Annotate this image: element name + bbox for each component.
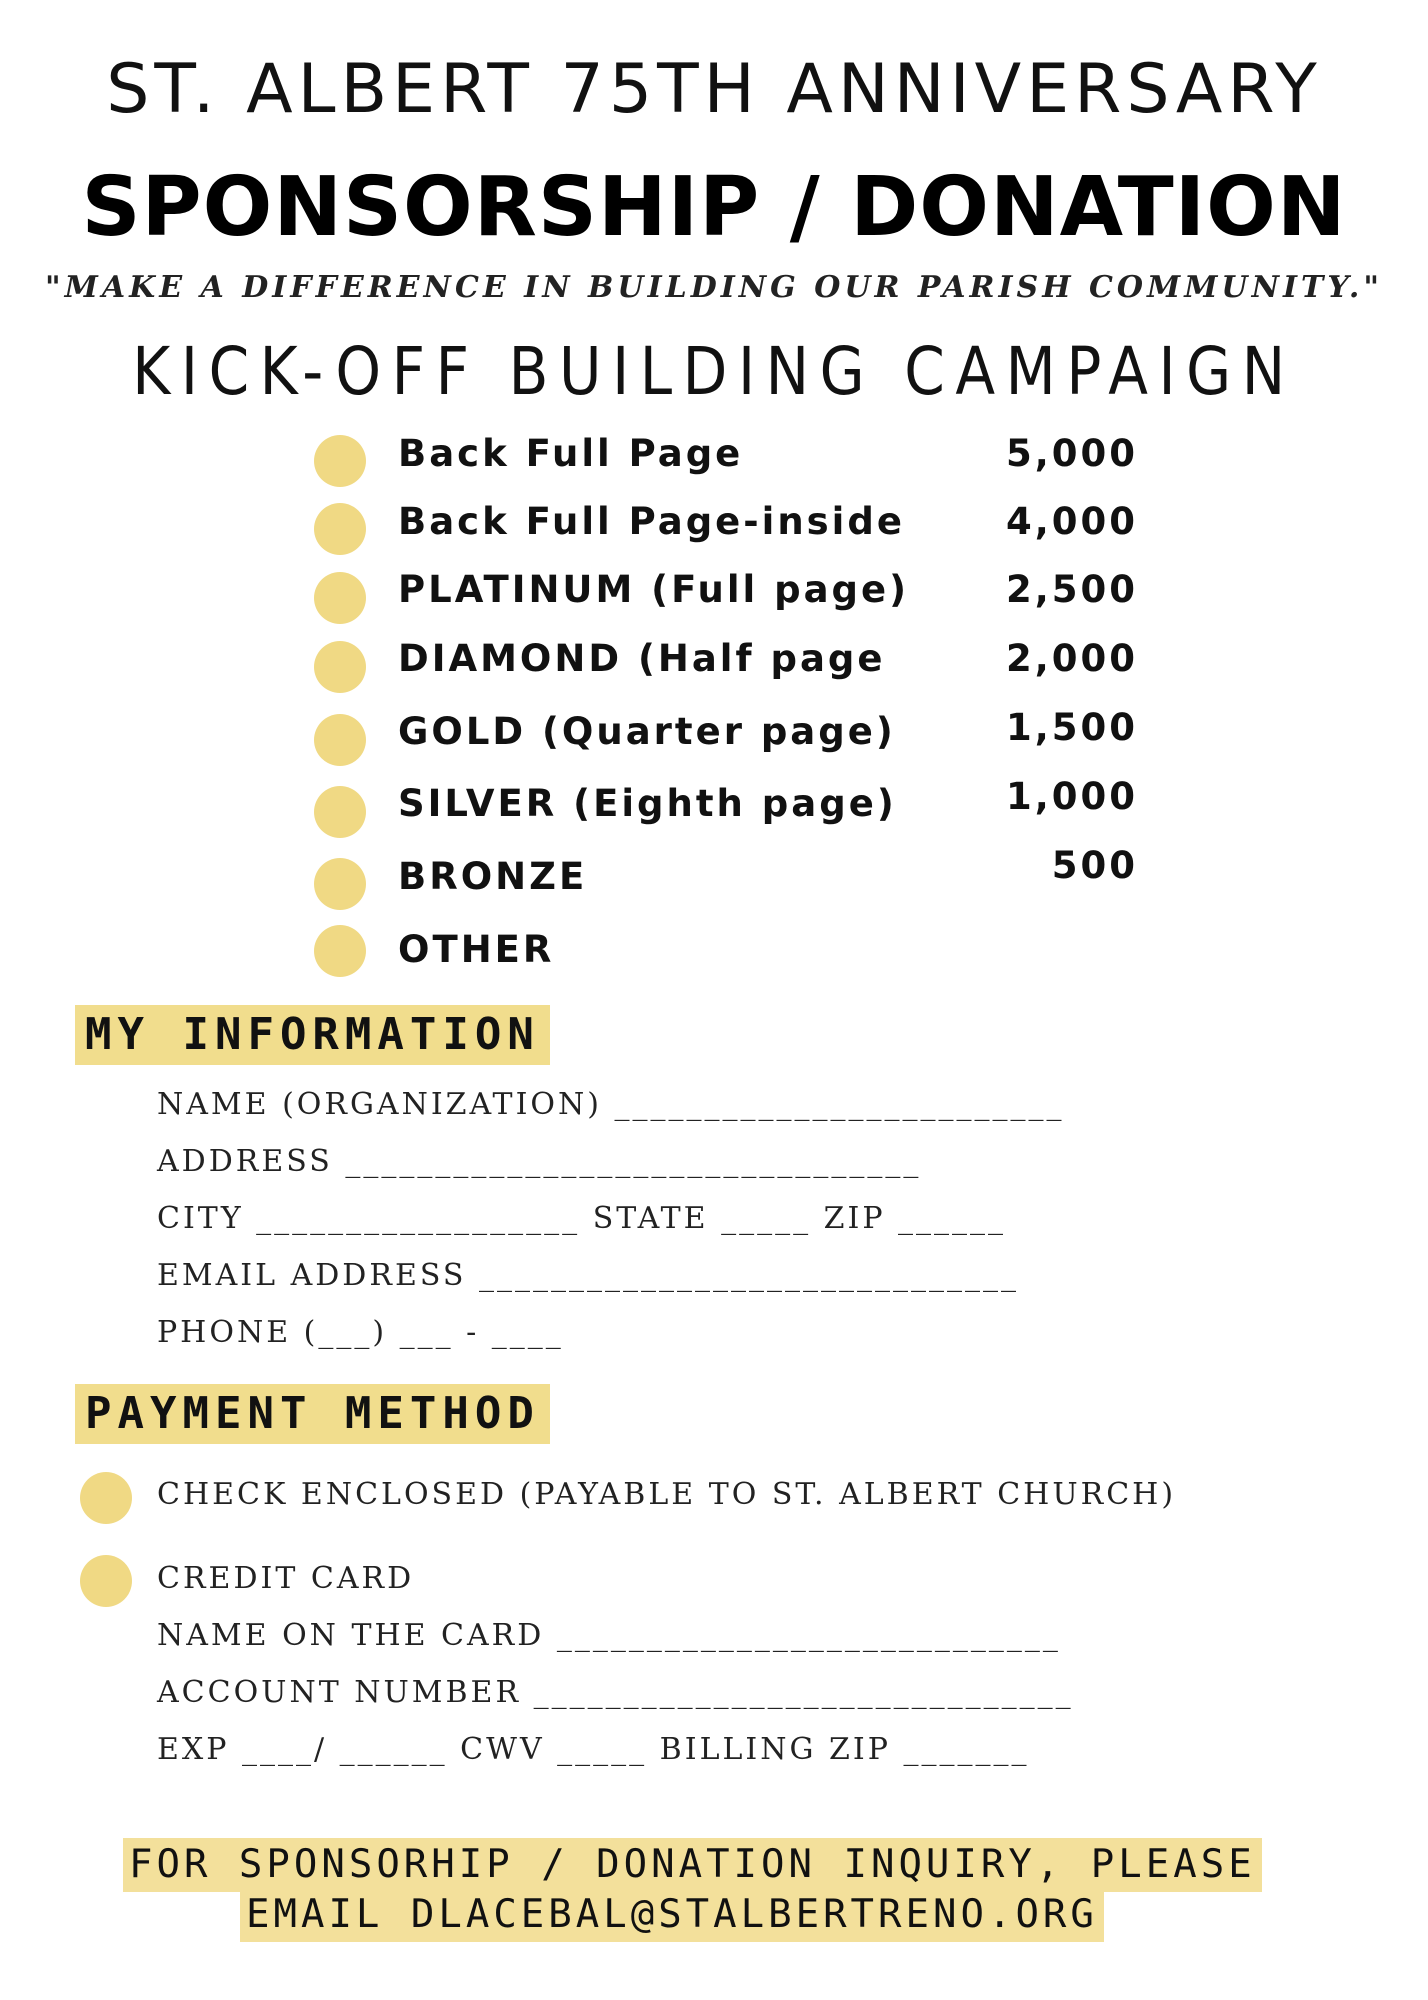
account-number-field[interactable]: ACCOUNT NUMBER ______________________________ [157, 1675, 1074, 1710]
my-information-heading: MY INFORMATION [75, 1005, 550, 1065]
radio-dot-icon[interactable] [314, 503, 366, 555]
radio-dot-icon[interactable] [80, 1472, 132, 1524]
radio-dot-icon[interactable] [314, 858, 366, 910]
tier-label: SILVER (Eighth page) [398, 782, 897, 825]
radio-dot-icon[interactable] [80, 1555, 132, 1607]
city-state-zip-field[interactable]: CITY __________________ STATE _____ ZIP ______ [157, 1201, 1007, 1236]
payment-method-heading: PAYMENT METHOD [75, 1384, 550, 1444]
check-enclosed-label: CHECK ENCLOSED (PAYABLE TO ST. ALBERT CHURCH) [157, 1477, 1177, 1512]
tier-amount: 500 [1051, 844, 1138, 887]
tier-label: BRONZE [398, 855, 588, 898]
radio-dot-icon[interactable] [314, 925, 366, 977]
tier-amount: 1,500 [1005, 706, 1138, 749]
footer-email-line: EMAIL DLACEBAL@STALBERTRENO.ORG [240, 1888, 1104, 1942]
tier-label: PLATINUM (Full page) [398, 568, 910, 611]
page-title: SPONSORSHIP / DONATION [81, 160, 1347, 255]
tier-label: GOLD (Quarter page) [398, 710, 896, 753]
tier-amount: 1,000 [1005, 775, 1138, 818]
phone-field[interactable]: PHONE (___) ___ - ____ [157, 1315, 564, 1350]
tier-label: OTHER [398, 928, 555, 971]
exp-cvv-zip-field[interactable]: EXP ____/ ______ CWV _____ BILLING ZIP _______ [157, 1732, 1030, 1767]
radio-dot-icon[interactable] [314, 572, 366, 624]
address-field[interactable]: ADDRESS ________________________________ [157, 1144, 922, 1179]
tier-amount: 5,000 [1005, 432, 1138, 475]
name-field[interactable]: NAME (ORGANIZATION) _________________________ [157, 1087, 1065, 1122]
radio-dot-icon[interactable] [314, 435, 366, 487]
email-field[interactable]: EMAIL ADDRESS ______________________________ [157, 1258, 1019, 1293]
card-name-field[interactable]: NAME ON THE CARD ____________________________ [157, 1618, 1061, 1653]
tier-amount: 4,000 [1005, 500, 1138, 543]
tier-label: Back Full Page [398, 432, 744, 475]
campaign-heading: KICK-OFF BUILDING CAMPAIGN [132, 333, 1296, 410]
tier-label: DIAMOND (Half page [398, 637, 886, 680]
tier-amount: 2,500 [1005, 568, 1138, 611]
tier-label: Back Full Page-inside [398, 500, 905, 543]
tier-amount: 2,000 [1005, 637, 1138, 680]
credit-card-label: CREDIT CARD [157, 1561, 415, 1596]
anniversary-heading: ST. ALBERT 75TH ANNIVERSARY [106, 50, 1322, 129]
radio-dot-icon[interactable] [314, 641, 366, 693]
radio-dot-icon[interactable] [314, 786, 366, 838]
footer-inquiry-line: FOR SPONSORHIP / DONATION INQUIRY, PLEASE [123, 1838, 1262, 1892]
radio-dot-icon[interactable] [314, 714, 366, 766]
tagline-quote: "MAKE A DIFFERENCE IN BUILDING OUR PARISH COMMUNITY." [45, 270, 1383, 305]
